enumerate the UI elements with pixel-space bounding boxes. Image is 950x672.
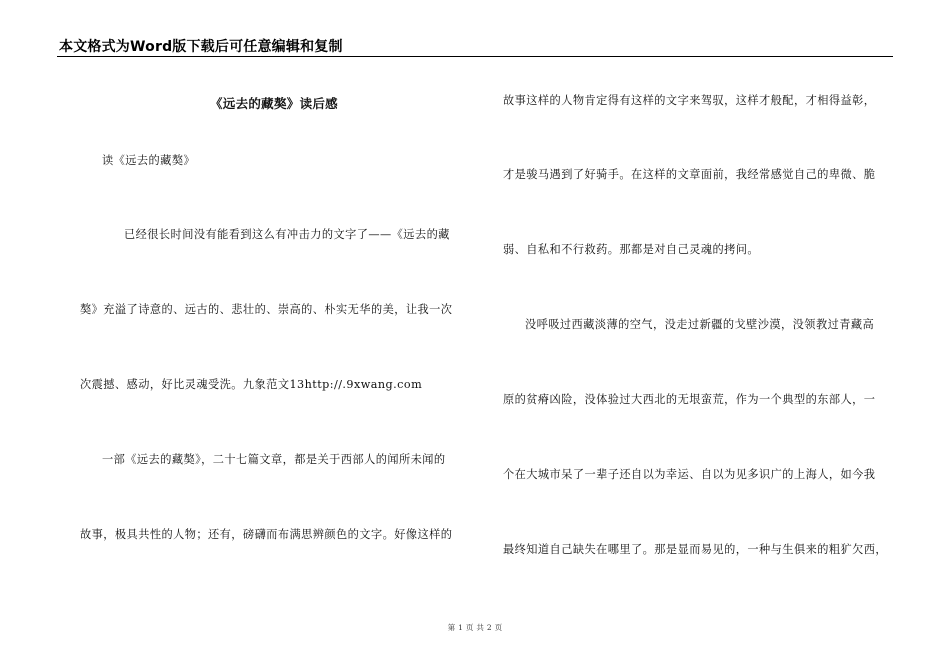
paragraph-line: 獒》充溢了诗意的、远古的、悲壮的、崇高的、朴实无华的美，让我一次 bbox=[80, 303, 453, 316]
paragraph-line: 已经很长时间没有能看到这么有冲击力的文字了——《远去的藏 bbox=[124, 228, 450, 241]
paragraph-line: 个在大城市呆了一辈子还自以为幸运、自以为见多识广的上海人，如今我 bbox=[503, 468, 876, 481]
paragraph-line: 没呼吸过西藏淡薄的空气，没走过新疆的戈壁沙漠，没领教过青藏高 bbox=[525, 318, 875, 331]
paragraph-line: 故事这样的人物肯定得有这样的文字来驾驭，这样才般配，才相得益彰， bbox=[503, 94, 876, 107]
paragraph-line: 故事，极具共性的人物；还有，磅礴而布满思辨颜色的文字。好像这样的 bbox=[80, 528, 453, 541]
header-divider bbox=[57, 56, 893, 57]
paragraph-line: 才是骏马遇到了好骑手。在这样的文章面前，我经常感觉自己的卑微、脆 bbox=[503, 168, 876, 181]
paragraph-line: 一部《远去的藏獒》，二十七篇文章，都是关于西部人的闻所未闻的 bbox=[102, 453, 446, 466]
left-column bbox=[80, 60, 468, 620]
paragraph-line: 读《远去的藏獒》 bbox=[102, 154, 196, 167]
paragraph-line: 原的贫瘠凶险，没体验过大西北的无垠蛮荒，作为一个典型的东部人，一 bbox=[503, 393, 876, 406]
paragraph-line: 弱、自私和不行救药。那都是对自己灵魂的拷问。 bbox=[503, 243, 760, 256]
paragraph-line: 最终知道自己缺失在哪里了。那是显而易见的，一种与生俱来的粗犷欠西， bbox=[503, 543, 888, 556]
paragraph-line: 次震撼、感动，好比灵魂受洗。九象范文13http://.9xwang.com bbox=[80, 378, 423, 391]
document-title: 《远去的藏獒》读后感 bbox=[209, 96, 338, 111]
page-indicator: 第 1 页 共 2 页 bbox=[447, 623, 503, 632]
right-column bbox=[503, 60, 895, 620]
header-banner: 本文格式为Word版下载后可任意编辑和复制 bbox=[59, 39, 343, 55]
